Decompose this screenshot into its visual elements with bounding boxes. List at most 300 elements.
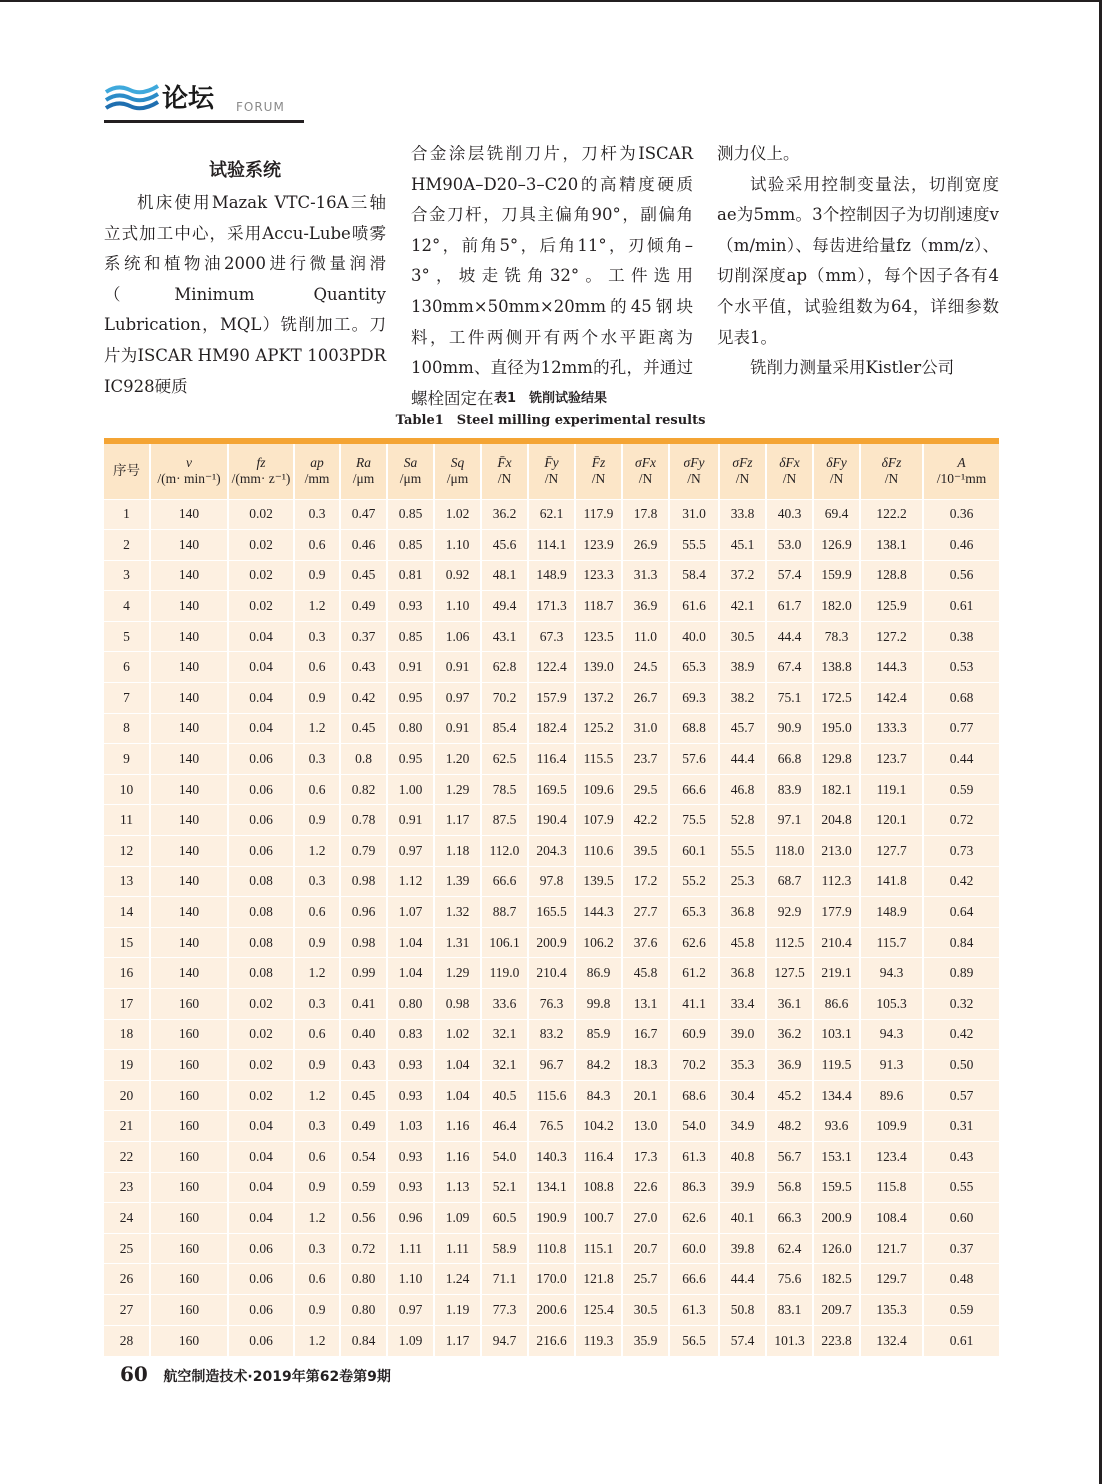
- table-cell: 0.6: [294, 1264, 340, 1295]
- table-cell: 160: [150, 1264, 228, 1295]
- table-cell: 16.7: [622, 1019, 669, 1050]
- table-cell: 1.10: [434, 530, 481, 561]
- table-cell: 5: [104, 621, 150, 652]
- table-cell: 115.5: [575, 744, 622, 775]
- table-cell: 0.57: [923, 1080, 999, 1111]
- table-cell: 140.3: [528, 1141, 575, 1172]
- table-cell: 132.4: [860, 1325, 923, 1356]
- table-cell: 117.9: [575, 499, 622, 530]
- table-cell: 0.9: [294, 1294, 340, 1325]
- table-cell: 157.9: [528, 683, 575, 714]
- table-cell: 0.60: [923, 1203, 999, 1234]
- table-cell: 0.02: [228, 591, 294, 622]
- table-cell: 160: [150, 1172, 228, 1203]
- table-row: [104, 652, 999, 683]
- table-cell: 1.04: [387, 958, 434, 989]
- table-cell: 0.08: [228, 958, 294, 989]
- table-cell: 0.89: [923, 958, 999, 989]
- table-cell: 0.84: [340, 1325, 387, 1356]
- table-cell: 0.06: [228, 1264, 294, 1295]
- table-cell: 1.17: [434, 1325, 481, 1356]
- table-cell: 0.06: [228, 1325, 294, 1356]
- table-cell: 60.0: [669, 1233, 719, 1264]
- table-cell: 1.24: [434, 1264, 481, 1295]
- table-cell: 109.6: [575, 774, 622, 805]
- table-cell: 57.4: [719, 1325, 766, 1356]
- table-cell: 112.5: [766, 927, 813, 958]
- table-cell: 160: [150, 1141, 228, 1172]
- table-cell: 0.43: [923, 1141, 999, 1172]
- table-cell: 1.12: [387, 866, 434, 897]
- table-row: [104, 560, 999, 591]
- table-cell: 38.2: [719, 683, 766, 714]
- table-row: [104, 1080, 999, 1111]
- table-cell: 112.0: [481, 836, 528, 867]
- table-cell: 0.85: [387, 530, 434, 561]
- column-symbol: 序号: [113, 463, 140, 479]
- table-cell: 33.8: [719, 499, 766, 530]
- table-cell: 108.8: [575, 1172, 622, 1203]
- table-cell: 115.1: [575, 1233, 622, 1264]
- table-cell: 122.4: [528, 652, 575, 683]
- table-cell: 104.2: [575, 1111, 622, 1142]
- table-cell: 85.4: [481, 713, 528, 744]
- table-cell: 44.4: [766, 621, 813, 652]
- table-cell: 55.5: [669, 530, 719, 561]
- table-cell: 148.9: [528, 560, 575, 591]
- table-cell: 22: [104, 1141, 150, 1172]
- column-unit: /10⁻¹mm: [936, 471, 987, 487]
- column-header: [719, 444, 766, 499]
- table-cell: 140: [150, 774, 228, 805]
- table-cell: 160: [150, 1294, 228, 1325]
- table-cell: 0.56: [923, 560, 999, 591]
- table-cell: 1.13: [434, 1172, 481, 1203]
- table-cell: 99.8: [575, 989, 622, 1020]
- table-cell: 23: [104, 1172, 150, 1203]
- column-header: [104, 444, 150, 499]
- column-header: [813, 444, 860, 499]
- table-cell: 0.04: [228, 621, 294, 652]
- table-cell: 116.4: [575, 1141, 622, 1172]
- table-cell: 0.95: [387, 683, 434, 714]
- table-cell: 190.9: [528, 1203, 575, 1234]
- table-cell: 68.6: [669, 1080, 719, 1111]
- table-cell: 0.08: [228, 927, 294, 958]
- table-cell: 0.96: [387, 1203, 434, 1234]
- table-cell: 0.91: [434, 652, 481, 683]
- table-cell: 108.4: [860, 1203, 923, 1234]
- table-cell: 159.5: [813, 1172, 860, 1203]
- column-symbol: A: [957, 455, 966, 471]
- table-cell: 50.8: [719, 1294, 766, 1325]
- table-cell: 48.2: [766, 1111, 813, 1142]
- table-cell: 91.3: [860, 1050, 923, 1081]
- table-cell: 0.41: [340, 989, 387, 1020]
- table-cell: 0.92: [434, 560, 481, 591]
- table-cell: 120.1: [860, 805, 923, 836]
- table-cell: 66.3: [766, 1203, 813, 1234]
- table-row: [104, 713, 999, 744]
- table-cell: 61.2: [669, 958, 719, 989]
- table-cell: 65.3: [669, 897, 719, 928]
- table-cell: 36.2: [766, 1019, 813, 1050]
- table-cell: 106.1: [481, 927, 528, 958]
- table-cell: 1.29: [434, 774, 481, 805]
- table-cell: 0.50: [923, 1050, 999, 1081]
- table-cell: 49.4: [481, 591, 528, 622]
- table-cell: 140: [150, 744, 228, 775]
- table-cell: 123.7: [860, 744, 923, 775]
- table-cell: 1.2: [294, 1203, 340, 1234]
- table-cell: 0.46: [340, 530, 387, 561]
- table-cell: 0.80: [340, 1294, 387, 1325]
- table-cell: 0.53: [923, 652, 999, 683]
- table-cell: 61.3: [669, 1141, 719, 1172]
- table-cell: 25.3: [719, 866, 766, 897]
- column-header: [294, 444, 340, 499]
- table-cell: 70.2: [481, 683, 528, 714]
- table-row: [104, 1111, 999, 1142]
- table-row: [104, 683, 999, 714]
- table-cell: 60.9: [669, 1019, 719, 1050]
- table-cell: 200.9: [813, 1203, 860, 1234]
- table-row: [104, 530, 999, 561]
- table-cell: 9: [104, 744, 150, 775]
- table-cell: 115.6: [528, 1080, 575, 1111]
- table-row: [104, 774, 999, 805]
- table-cell: 0.72: [923, 805, 999, 836]
- table-cell: 0.04: [228, 1203, 294, 1234]
- column-header: [340, 444, 387, 499]
- table-cell: 118.0: [766, 836, 813, 867]
- table-cell: 31.0: [669, 499, 719, 530]
- table-cell: 1.11: [434, 1233, 481, 1264]
- table-cell: 0.6: [294, 1019, 340, 1050]
- table-cell: 45.8: [719, 927, 766, 958]
- table-header-row: [104, 444, 999, 499]
- table-cell: 24.5: [622, 652, 669, 683]
- table-cell: 0.54: [340, 1141, 387, 1172]
- column-unit: /N: [497, 471, 512, 487]
- table-cell: 0.02: [228, 499, 294, 530]
- table-row: [104, 591, 999, 622]
- table-row: [104, 989, 999, 1020]
- page-number: 60: [120, 1362, 148, 1386]
- table-cell: 0.3: [294, 989, 340, 1020]
- column-symbol: fz: [256, 455, 266, 471]
- table-cell: 4: [104, 591, 150, 622]
- table-cell: 68.7: [766, 866, 813, 897]
- table-cell: 0.9: [294, 683, 340, 714]
- table-cell: 0.81: [387, 560, 434, 591]
- table-cell: 36.8: [719, 958, 766, 989]
- column-unit: /N: [829, 471, 844, 487]
- table-cell: 160: [150, 1111, 228, 1142]
- table-cell: 83.9: [766, 774, 813, 805]
- column-symbol: δFy: [826, 455, 847, 471]
- table-row: [104, 927, 999, 958]
- table-cell: 123.4: [860, 1141, 923, 1172]
- table-cell: 94.3: [860, 958, 923, 989]
- table-cell: 20: [104, 1080, 150, 1111]
- table-cell: 165.5: [528, 897, 575, 928]
- table-cell: 40.5: [481, 1080, 528, 1111]
- table-cell: 88.7: [481, 897, 528, 928]
- table-cell: 140: [150, 499, 228, 530]
- table-cell: 44.4: [719, 744, 766, 775]
- column-header: [766, 444, 813, 499]
- table-row: [104, 1019, 999, 1050]
- table-cell: 0.04: [228, 713, 294, 744]
- table-cell: 109.9: [860, 1111, 923, 1142]
- table-cell: 75.5: [669, 805, 719, 836]
- table-cell: 0.42: [340, 683, 387, 714]
- table-cell: 30.5: [719, 621, 766, 652]
- column-symbol: σFz: [732, 455, 753, 471]
- table-cell: 0.06: [228, 1294, 294, 1325]
- table-cell: 138.8: [813, 652, 860, 683]
- table-cell: 160: [150, 1050, 228, 1081]
- table-cell: 16: [104, 958, 150, 989]
- table-cell: 17: [104, 989, 150, 1020]
- page-top-rule: [0, 0, 1102, 2]
- table-cell: 0.73: [923, 836, 999, 867]
- page-footer: [120, 1362, 391, 1386]
- table-cell: 114.1: [528, 530, 575, 561]
- table-cell: 37.6: [622, 927, 669, 958]
- table-cell: 0.78: [340, 805, 387, 836]
- table-row: [104, 1203, 999, 1234]
- table-cell: 0.91: [387, 805, 434, 836]
- table-cell: 1.17: [434, 805, 481, 836]
- column-unit: /(m· min⁻¹): [157, 471, 221, 487]
- table-cell: 182.4: [528, 713, 575, 744]
- table-cell: 0.06: [228, 744, 294, 775]
- table-cell: 44.4: [719, 1264, 766, 1295]
- table-cell: 11.0: [622, 621, 669, 652]
- table-cell: 60.1: [669, 836, 719, 867]
- table-cell: 0.04: [228, 683, 294, 714]
- table-cell: 32.1: [481, 1019, 528, 1050]
- table-cell: 66.8: [766, 744, 813, 775]
- table-cell: 127.2: [860, 621, 923, 652]
- column-header: [669, 444, 719, 499]
- table-cell: 0.02: [228, 1080, 294, 1111]
- table-cell: 66.6: [669, 1264, 719, 1295]
- table-cell: 137.2: [575, 683, 622, 714]
- column-header: [575, 444, 622, 499]
- table-cell: 77.3: [481, 1294, 528, 1325]
- column-unit: /N: [782, 471, 797, 487]
- column-symbol: F̄y: [544, 455, 559, 471]
- table-cell: 0.02: [228, 530, 294, 561]
- column-symbol: δFx: [779, 455, 800, 471]
- table-cell: 1.39: [434, 866, 481, 897]
- table-cell: 17.8: [622, 499, 669, 530]
- table-cell: 0.6: [294, 652, 340, 683]
- table-cell: 210.4: [813, 927, 860, 958]
- table-cell: 0.47: [340, 499, 387, 530]
- table-cell: 169.5: [528, 774, 575, 805]
- table-cell: 45.2: [766, 1080, 813, 1111]
- table-cell: 29.5: [622, 774, 669, 805]
- table-cell: 0.9: [294, 560, 340, 591]
- table-cell: 42.2: [622, 805, 669, 836]
- table-row: [104, 1141, 999, 1172]
- text-column-3: [717, 139, 999, 384]
- table-cell: 58.4: [669, 560, 719, 591]
- table-row: [104, 866, 999, 897]
- table-cell: 123.9: [575, 530, 622, 561]
- table-cell: 106.2: [575, 927, 622, 958]
- table-cell: 1.2: [294, 836, 340, 867]
- table-cell: 36.1: [766, 989, 813, 1020]
- table-cell: 1.2: [294, 1080, 340, 1111]
- table-cell: 56.7: [766, 1141, 813, 1172]
- table-cell: 31.3: [622, 560, 669, 591]
- table-cell: 27.0: [622, 1203, 669, 1234]
- column-symbol: ap: [310, 455, 324, 471]
- table-cell: 127.5: [766, 958, 813, 989]
- table-cell: 210.4: [528, 958, 575, 989]
- table-cell: 56.8: [766, 1172, 813, 1203]
- table-cell: 123.3: [575, 560, 622, 591]
- table-cell: 78.5: [481, 774, 528, 805]
- table-caption-en: Table1 Steel milling experimental results: [395, 413, 706, 428]
- table-cell: 1.18: [434, 836, 481, 867]
- table-cell: 37.2: [719, 560, 766, 591]
- table-cell: 1.04: [387, 927, 434, 958]
- table-cell: 76.5: [528, 1111, 575, 1142]
- table-cell: 3: [104, 560, 150, 591]
- column-header: [923, 444, 999, 499]
- table-cell: 119.0: [481, 958, 528, 989]
- table-cell: 144.3: [575, 897, 622, 928]
- table-cell: 140: [150, 805, 228, 836]
- table-cell: 53.0: [766, 530, 813, 561]
- table-cell: 52.1: [481, 1172, 528, 1203]
- table-cell: 15: [104, 927, 150, 958]
- table-cell: 121.8: [575, 1264, 622, 1295]
- column-header: [528, 444, 575, 499]
- table-cell: 33.6: [481, 989, 528, 1020]
- table-cell: 1.04: [434, 1080, 481, 1111]
- table-cell: 25: [104, 1233, 150, 1264]
- table-cell: 45.1: [719, 530, 766, 561]
- table-cell: 55.2: [669, 866, 719, 897]
- table-cell: 133.3: [860, 713, 923, 744]
- table-cell: 134.4: [813, 1080, 860, 1111]
- table-cell: 34.9: [719, 1111, 766, 1142]
- table-cell: 1.02: [434, 1019, 481, 1050]
- table-cell: 0.49: [340, 591, 387, 622]
- table-cell: 24: [104, 1203, 150, 1234]
- table-cell: 0.36: [923, 499, 999, 530]
- table-cell: 1.03: [387, 1111, 434, 1142]
- table-cell: 14: [104, 897, 150, 928]
- table-cell: 142.4: [860, 683, 923, 714]
- table-cell: 57.6: [669, 744, 719, 775]
- table-cell: 125.4: [575, 1294, 622, 1325]
- table-cell: 1.32: [434, 897, 481, 928]
- table-cell: 8: [104, 713, 150, 744]
- table-cell: 0.79: [340, 836, 387, 867]
- table-cell: 1.19: [434, 1294, 481, 1325]
- table-cell: 0.02: [228, 1050, 294, 1081]
- table-cell: 0.46: [923, 530, 999, 561]
- table-cell: 160: [150, 1203, 228, 1234]
- table-cell: 140: [150, 713, 228, 744]
- table-cell: 126.0: [813, 1233, 860, 1264]
- table-cell: 30.4: [719, 1080, 766, 1111]
- column-unit: /N: [544, 471, 559, 487]
- column-header: [228, 444, 294, 499]
- table-cell: 171.3: [528, 591, 575, 622]
- table-cell: 0.72: [340, 1233, 387, 1264]
- table-cell: 1: [104, 499, 150, 530]
- table-cell: 0.02: [228, 560, 294, 591]
- table-cell: 19: [104, 1050, 150, 1081]
- table-cell: 0.9: [294, 1050, 340, 1081]
- table-cell: 0.83: [387, 1019, 434, 1050]
- table-cell: 0.93: [387, 1080, 434, 1111]
- column-symbol: F̄z: [591, 455, 606, 471]
- table-cell: 12: [104, 836, 150, 867]
- table-cell: 1.31: [434, 927, 481, 958]
- table-cell: 97.8: [528, 866, 575, 897]
- table-cell: 46.8: [719, 774, 766, 805]
- table-cell: 0.82: [340, 774, 387, 805]
- table-cell: 40.1: [719, 1203, 766, 1234]
- table-cell: 115.7: [860, 927, 923, 958]
- table-cell: 116.4: [528, 744, 575, 775]
- table-cell: 216.6: [528, 1325, 575, 1356]
- table-cell: 1.10: [387, 1264, 434, 1295]
- table-cell: 134.1: [528, 1172, 575, 1203]
- table-cell: 1.16: [434, 1111, 481, 1142]
- table-cell: 33.4: [719, 989, 766, 1020]
- table-cell: 39.5: [622, 836, 669, 867]
- table-cell: 0.37: [340, 621, 387, 652]
- table-cell: 62.4: [766, 1233, 813, 1264]
- table-cell: 125.9: [860, 591, 923, 622]
- table-cell: 103.1: [813, 1019, 860, 1050]
- table-cell: 38.9: [719, 652, 766, 683]
- table-cell: 52.8: [719, 805, 766, 836]
- table-cell: 140: [150, 683, 228, 714]
- table-cell: 204.8: [813, 805, 860, 836]
- table-cell: 43.1: [481, 621, 528, 652]
- table-cell: 0.97: [387, 1294, 434, 1325]
- table-cell: 190.4: [528, 805, 575, 836]
- table-cell: 112.3: [813, 866, 860, 897]
- table-cell: 1.09: [387, 1325, 434, 1356]
- table-cell: 0.32: [923, 989, 999, 1020]
- table-cell: 86.6: [813, 989, 860, 1020]
- table-cell: 45.6: [481, 530, 528, 561]
- table-cell: 129.7: [860, 1264, 923, 1295]
- table-cell: 65.3: [669, 652, 719, 683]
- column-header: [150, 444, 228, 499]
- table-cell: 20.1: [622, 1080, 669, 1111]
- header-title: 论坛: [162, 84, 215, 114]
- table-cell: 0.55: [923, 1172, 999, 1203]
- table-cell: 62.8: [481, 652, 528, 683]
- table-cell: 0.06: [228, 805, 294, 836]
- column-symbol: δFz: [881, 455, 902, 471]
- column-unit: /μm: [352, 471, 375, 487]
